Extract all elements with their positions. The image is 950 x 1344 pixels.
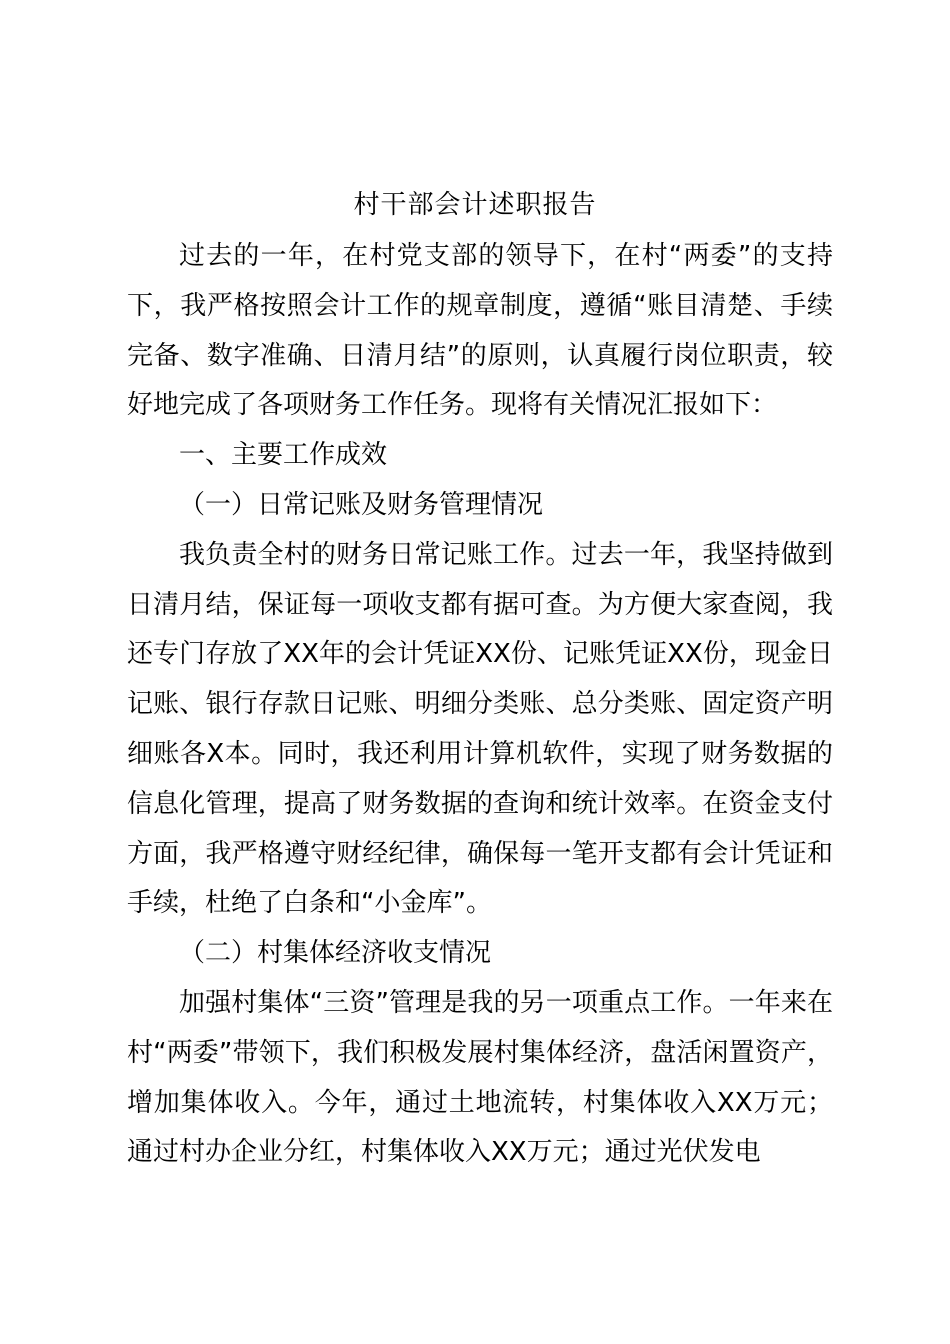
paragraph-intro: 过去的一年，在村党支部的领导下，在村“两委”的支持下，我严格按照会计工作的规章制度，遵循“账目清楚、手续完备、数字准确、日清月结”的原则，认真履行岗位职责，较好地完成了各项财务工作任务。现将有关情况汇报如下： [127,241,833,421]
document-body [127,232,833,1178]
paragraph-daily-bookkeeping: 我负责全村的财务日常记账工作。过去一年，我坚持做到日清月结，保证每一项收支都有据可查。为方便大家查阅，我还专门存放了XX年的会计凭证XX份、记账凭证XX份，现金日记账、银行存款日记账、明细分类账、总分类账、固定资产明细账各X本。同时，我还利用计算机软件，实现了财务数据的信息化管理，提高了财务数据的查询和统计效率。在资金支付方面，我严格遵守财经纪律，确保每一笔开支都有会计凭证和手续，杜绝了白条和“小金库”。 [127,539,833,919]
paragraph-collective-economy: 加强村集体“三资”管理是我的另一项重点工作。一年来在村“两委”带领下，我们积极发展村集体经济，盘活闲置资产，增加集体收入。今年，通过土地流转，村集体收入XX万元；通过村办企业分红，村集体收入XX万元；通过光伏发电 [127,987,833,1168]
document-title: 村干部会计述职报告 [353,190,597,220]
subsection-heading-collective-economy: （二）村集体经济收支情况 [179,938,492,969]
subsection-heading-daily-bookkeeping: （一）日常记账及财务管理情况 [179,489,544,520]
section-heading-main-achievements: 一、主要工作成效 [179,440,388,471]
